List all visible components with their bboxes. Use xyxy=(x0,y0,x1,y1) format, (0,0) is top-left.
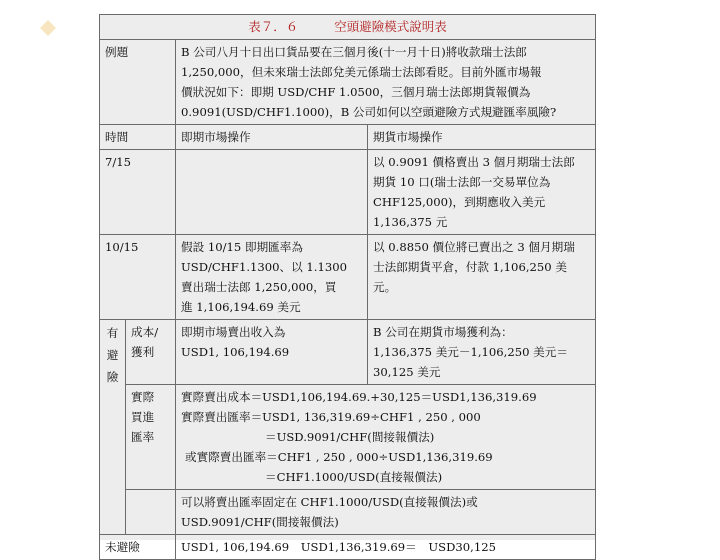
row-7-15-futures xyxy=(368,150,596,235)
hedged-label xyxy=(100,320,126,535)
example-line: 1,250,000，但未來瑞士法郎兌美元係瑞士法郎看貶。目前外匯市場報 xyxy=(181,65,542,79)
rate-label-line: 實際 xyxy=(131,390,155,404)
header-row xyxy=(100,125,596,150)
table-title-row xyxy=(100,15,596,40)
cost-label-line: 成本/ xyxy=(131,325,159,339)
hedged-label-char: 有 xyxy=(106,326,119,340)
header-time: 時間 xyxy=(100,125,176,150)
cost-futures-line: B 公司在期貨市場獲利為： xyxy=(373,325,513,339)
header-futures: 期貨市場操作 xyxy=(368,125,596,150)
row-10-15-spot xyxy=(176,235,368,320)
futures-line: 期貨 10 口(瑞士法郎一交易單位為 xyxy=(373,175,551,189)
cost-spot-line: USD1, 106,194.69 xyxy=(181,345,290,359)
unhedged-text: USD1, 106,194.69 USD1,136,319.69＝ USD30,125 xyxy=(176,535,596,560)
example-line: 價狀況如下：即期 USD/CHF 1.0500，三個月瑞士法郎期貨報價為 xyxy=(181,85,531,99)
row-10-15-futures xyxy=(368,235,596,320)
spot-line: USD/CHF1.1300、以 1.1300 xyxy=(181,260,347,274)
spot-line: 進 1,106,194.69 美元 xyxy=(181,300,301,314)
fixed-line: USD.9091/CHF(間接報價法) xyxy=(181,515,339,529)
hedging-table xyxy=(99,14,596,560)
spot-line: 假設 10/15 即期匯率為 xyxy=(181,240,303,254)
rate-line: 實際賣出成本＝USD1,106,194.69.+30,125＝USD1,136,319.69 xyxy=(181,390,537,404)
actual-rate-label xyxy=(126,385,176,490)
table-number: 表７．６ xyxy=(248,19,299,34)
hedged-rate-row xyxy=(100,385,596,490)
diamond-bullet-icon xyxy=(40,20,56,36)
rate-line: ＝USD.9091/CHF(間接報價法) xyxy=(265,430,435,444)
unhedged-row xyxy=(100,535,596,560)
rate-line: 實際賣出匯率＝USD1, 136,319.69÷CHF1 , 250 , 000 xyxy=(181,410,481,424)
cost-profit-label xyxy=(126,320,176,385)
futures-line: 元。 xyxy=(373,280,397,294)
rate-line: ＝CHF1.1000/USD(直接報價法) xyxy=(265,470,443,484)
futures-line: 士法郎期貨平倉，付款 1,106,250 美 xyxy=(373,260,567,274)
table-caption: 空頭避險模式說明表 xyxy=(334,19,447,34)
header-spot: 即期市場操作 xyxy=(176,125,368,150)
table-title xyxy=(100,15,596,40)
hedged-label-char: 避 xyxy=(106,348,119,362)
document-page xyxy=(99,14,595,554)
row-7-15-spot xyxy=(176,150,368,235)
fixed-rate-empty xyxy=(126,490,176,535)
example-row xyxy=(100,40,596,125)
fixed-rate-text xyxy=(176,490,596,535)
example-label: 例題 xyxy=(100,40,176,125)
hedged-label-char: 險 xyxy=(106,370,119,384)
futures-line: 以 0.8850 價位將已賣出之 3 個月期瑞 xyxy=(373,240,575,254)
actual-rate-calc xyxy=(176,385,596,490)
row-7-15-time: 7/15 xyxy=(100,150,176,235)
cost-futures-line: 30,125 美元 xyxy=(373,365,441,379)
cost-spot xyxy=(176,320,368,385)
cost-futures-line: 1,136,375 美元－1,106,250 美元＝ xyxy=(373,345,568,359)
futures-line: 1,136,375 元 xyxy=(373,215,448,229)
hedged-fixed-row xyxy=(100,490,596,535)
rate-label-line: 買進 xyxy=(131,410,155,424)
futures-line: CHF125,000)，到期應收入美元 xyxy=(373,195,546,209)
cost-spot-line: 即期市場賣出收入為 xyxy=(181,325,286,339)
futures-line: 以 0.9091 價格賣出 3 個月期瑞士法郎 xyxy=(373,155,575,169)
fixed-line: 可以將賣出匯率固定在 CHF1.1000/USD(直接報價法)或 xyxy=(181,495,478,509)
unhedged-label: 未避險 xyxy=(100,535,176,560)
row-7-15 xyxy=(100,150,596,235)
rate-line: 或實際賣出匯率＝CHF1 , 250 , 000÷USD1,136,319.69 xyxy=(185,450,493,464)
example-line: B 公司八月十日出口貨品要在三個月後(十一月十日)將收款瑞士法郎 xyxy=(181,45,527,59)
cost-futures xyxy=(368,320,596,385)
row-10-15-time: 10/15 xyxy=(100,235,176,320)
example-line: 0.9091(USD/CHF1.1000)，B 公司如何以空頭避險方式規避匯率風險? xyxy=(181,105,557,119)
cost-label-line: 獲利 xyxy=(131,345,155,359)
rate-label-line: 匯率 xyxy=(131,430,155,444)
hedged-cost-row xyxy=(100,320,596,385)
example-text xyxy=(176,40,596,125)
spot-line: 賣出瑞士法郎 1,250,000，買 xyxy=(181,280,337,294)
row-10-15 xyxy=(100,235,596,320)
